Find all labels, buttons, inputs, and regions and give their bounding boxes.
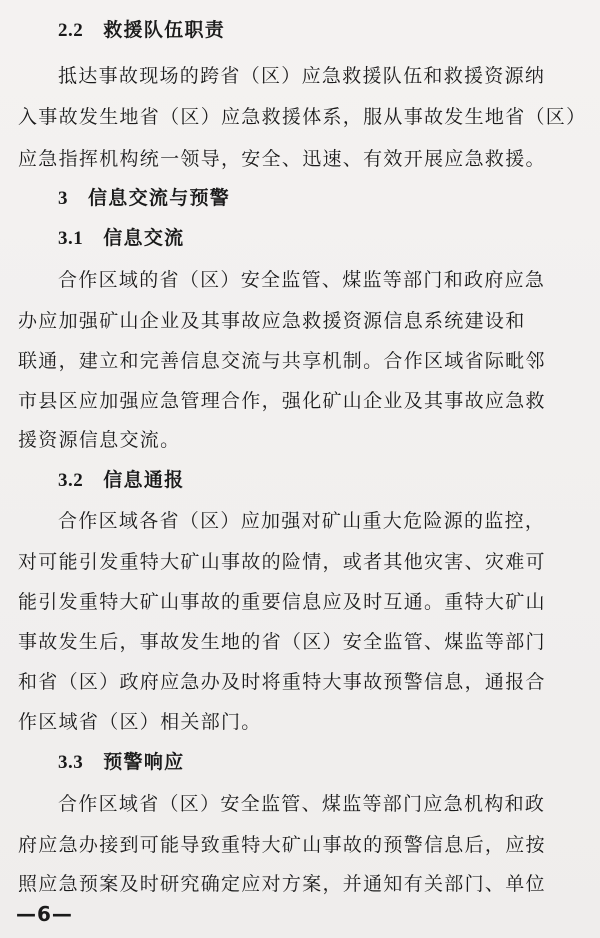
section-3-1-number: 3.1 <box>58 228 84 249</box>
section-3-3-line-3: 照应急预案及时研究确定应对方案，并通知有关部门、单位 <box>18 873 546 895</box>
section-3-1-line-1: 合作区域的省（区）安全监管、煤监等部门和政府应急 <box>58 269 546 291</box>
section-3-2-line-4: 事故发生后，事故发生地的省（区）安全监管、煤监等部门 <box>18 631 546 653</box>
section-2-2-title: 救援队伍职责 <box>103 19 226 41</box>
section-3-2-line-6: 作区域省（区）相关部门。 <box>18 711 262 733</box>
page-number: —6— <box>16 902 73 926</box>
section-3-2-number: 3.2 <box>58 470 84 491</box>
section-2-2-line-1: 抵达事故现场的跨省（区）应急救援队伍和救援资源纳 <box>58 65 546 87</box>
section-3-1-line-2: 办应加强矿山企业及其事故应急救援资源信息系统建设和 <box>18 310 526 332</box>
section-3-heading <box>58 186 230 211</box>
section-3-2-heading <box>58 468 184 493</box>
section-3-3-number: 3.3 <box>58 752 84 773</box>
section-3-title: 信息交流与预警 <box>88 187 231 209</box>
section-3-3-heading <box>58 750 184 775</box>
section-3-2-line-2: 对可能引发重特大矿山事故的险情，或者其他灾害、灾难可 <box>18 551 546 573</box>
section-3-2-line-1: 合作区域各省（区）应加强对矿山重大危险源的监控， <box>58 510 546 532</box>
section-3-1-title: 信息交流 <box>103 227 185 249</box>
section-3-3-line-2: 府应急办接到可能导致重特大矿山事故的预警信息后，应按 <box>18 834 546 856</box>
section-3-2-line-3: 能引发重特大矿山事故的重要信息应及时互通。重特大矿山 <box>18 591 546 613</box>
section-3-1-heading <box>58 226 184 251</box>
section-3-1-line-4: 市县区应加强应急管理合作，强化矿山企业及其事故应急救 <box>18 390 546 412</box>
section-3-3-line-1: 合作区域省（区）安全监管、煤监等部门应急机构和政 <box>58 793 546 815</box>
section-2-2-line-2: 入事故发生地省（区）应急救援体系，服从事故发生地省（区） <box>18 106 587 128</box>
section-3-number: 3 <box>58 188 68 209</box>
section-3-1-line-3: 联通，建立和完善信息交流与共享机制。合作区域省际毗邻 <box>18 350 546 372</box>
section-2-2-number: 2.2 <box>58 20 84 41</box>
section-3-2-title: 信息通报 <box>103 469 185 491</box>
section-3-3-title: 预警响应 <box>103 751 185 773</box>
section-3-1-line-5: 援资源信息交流。 <box>18 429 181 451</box>
section-3-2-line-5: 和省（区）政府应急办及时将重特大事故预警信息，通报合 <box>18 671 546 693</box>
section-2-2-line-3: 应急指挥机构统一领导，安全、迅速、有效开展应急救援。 <box>18 148 546 170</box>
section-2-2-heading <box>58 18 225 43</box>
